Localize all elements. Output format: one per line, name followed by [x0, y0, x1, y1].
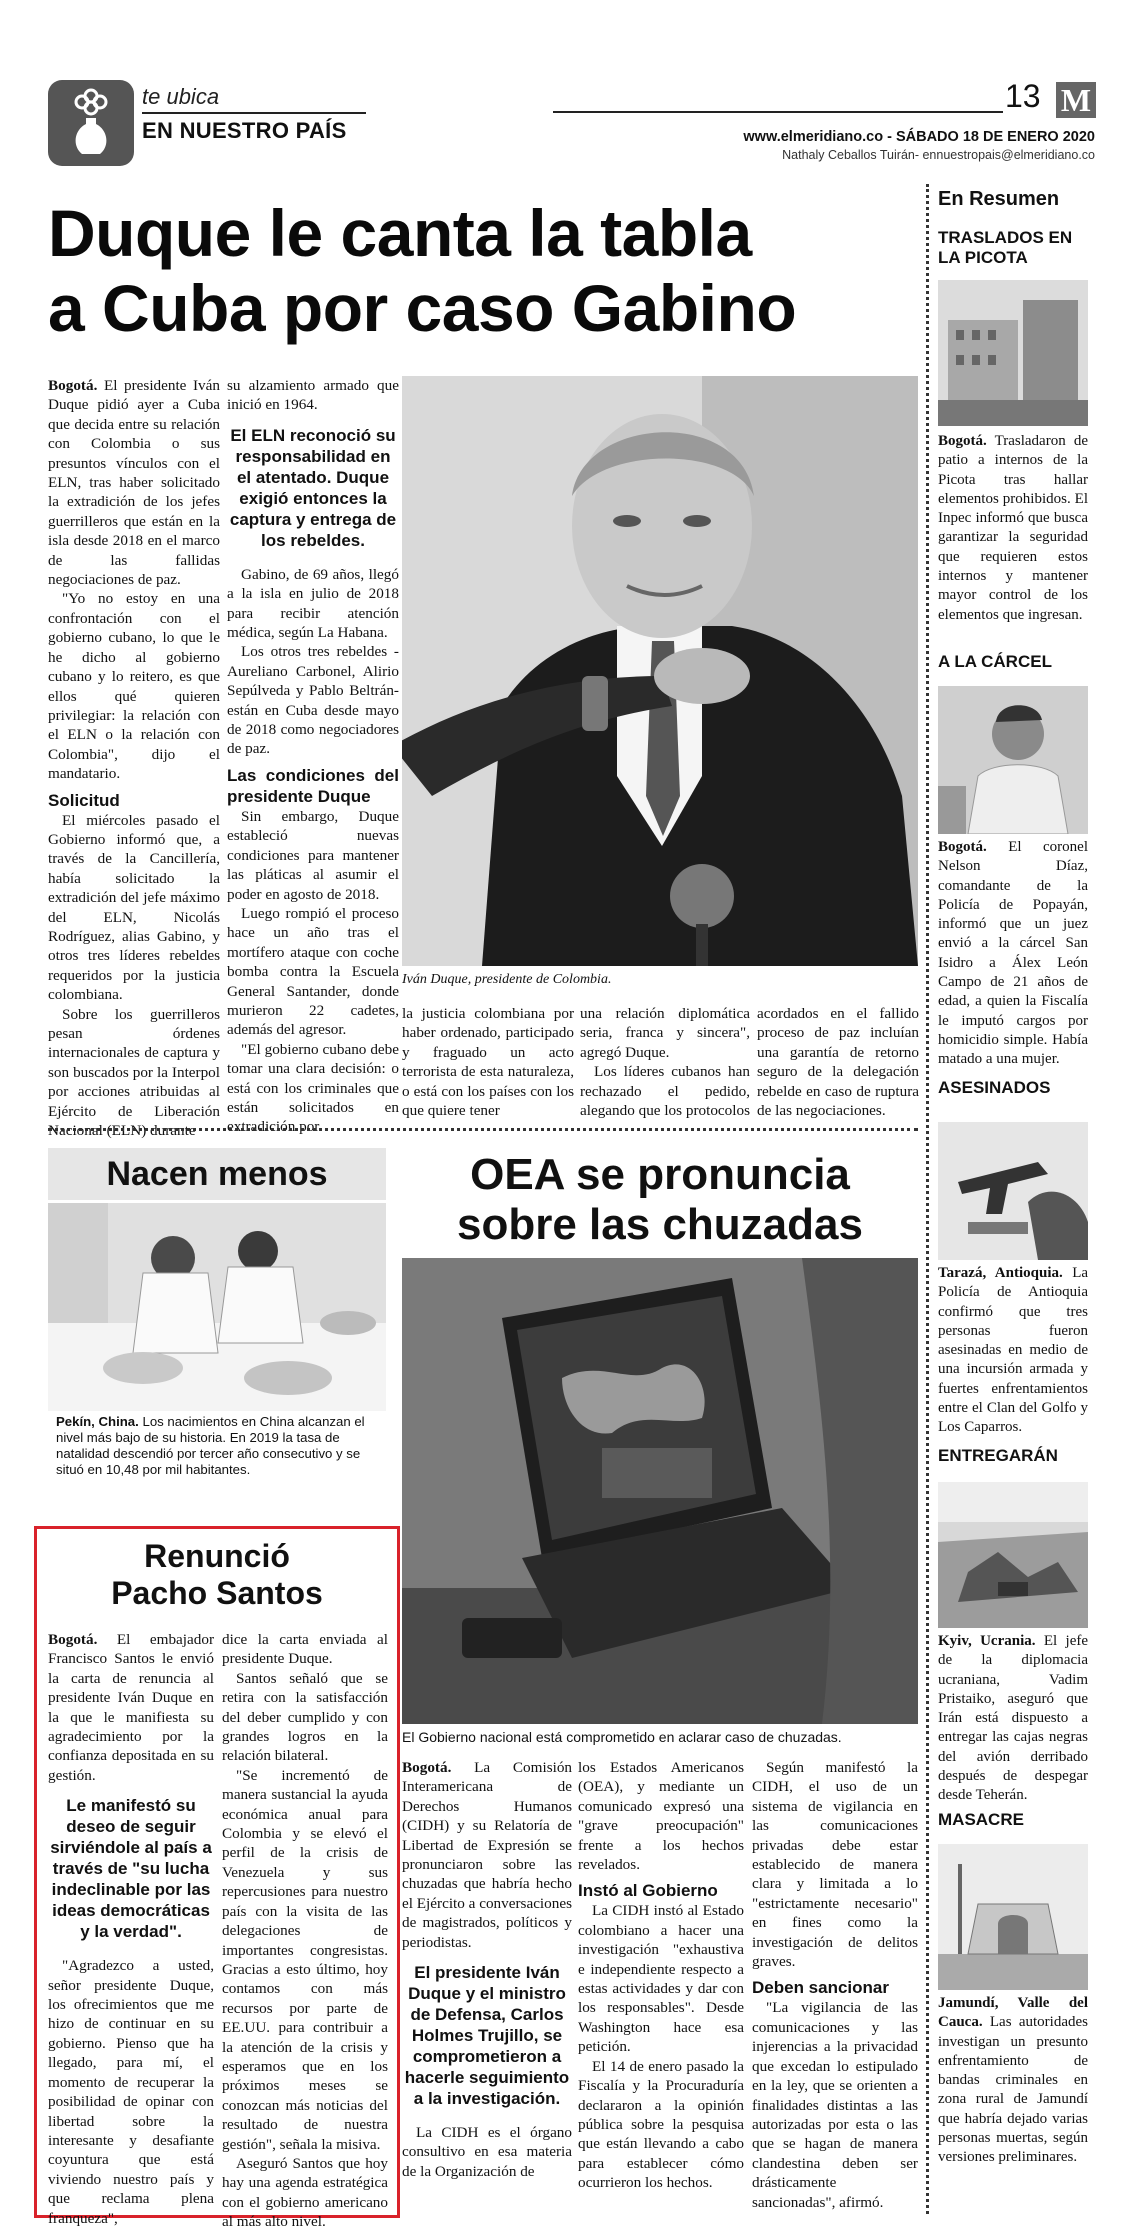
section-kicker: te ubica [142, 84, 220, 109]
duque-portrait-image [402, 376, 918, 966]
main-photo-caption: Iván Duque, presidente de Colombia. [402, 972, 612, 987]
byline-text: Nathaly Ceballos Tuirán- ennuestropais@elmeridiano.co [782, 148, 1095, 162]
oea-column-1 [402, 1758, 572, 2181]
main-paragraph: El presidente Iván Duque pidió ayer a Cuba que decida entre su relación con Colombia o sus presuntos vínculos con el ELN, tras haber solicitado la extradición de los jefes guerrilleros que están en la isla desde 2018 en el marco de las fallidas negociaciones de paz. [48, 377, 220, 589]
oea-headline-line2: sobre las chuzadas [457, 1200, 863, 1249]
section-divider [48, 1128, 918, 1131]
dateline [600, 129, 1095, 145]
sidebar-item-body: Las autoridades investigan un presunto enfrentamiento de bandas criminales en zona rural de Jamundí que habría dejado varias personas muertas, según versiones preliminares. [938, 2014, 1088, 2166]
plane-wreckage-image [938, 1482, 1088, 1628]
santos-headline-line1: Renunció [144, 1538, 290, 1574]
brand-logo [1056, 82, 1096, 118]
sidebar-item-body: La Policía de Antioquia confirmó que tres personas fueron asesinadas en medio de una incursión armada y fuertes enfrentamientos entre el Clan del Golfo y Los Caparros. [938, 1265, 1089, 1436]
vase-icon [48, 80, 134, 166]
main-paragraph: Sin embargo, Duque estableció nuevas condiciones para mantener las pláticas al asumir el poder en agosto de 2018. [227, 807, 399, 903]
main-paragraph: Los líderes cubanos han rechazado el pedido, alegando que los protocolos [580, 1063, 750, 1120]
santos-paragraph: "Se incrementó de manera sustancial la ayuda económica anual para Colombia y se elevó el perfil de la crisis de Venezuela y sus repercusiones para nuestro país con la visita de las delegaciones de importantes congresistas. Gracias a esto último, hoy contamos con más recursos por parte de EE.UU. para contribuir a la atención de la crisis y esperamos que en los próximos meses se conozcan más noticias del resultado de nuestra gestión", señala la misiva. [222, 1766, 388, 2153]
town-plaza-image [938, 1844, 1088, 1990]
oea-photo [402, 1258, 918, 1724]
sidebar-item-body: El coronel Nelson Díaz, comandante de la Policía de Popayán, informó que un juez envió a la cárcel San Isidro a Álex León Campo de 21 años de edad, a quien la Fiscalía le imputó cargos por homicidio simple. Había matado a una mujer. [938, 839, 1088, 1068]
sidebar-divider [926, 184, 929, 2214]
oea-headline [402, 1150, 918, 1250]
page-number: 13 [1005, 78, 1041, 114]
sidebar-photo-entregaran [938, 1482, 1088, 1628]
main-dateline: Bogotá. [48, 377, 98, 394]
brand-letter: M [1060, 82, 1092, 118]
sidebar-item-text [938, 432, 1088, 625]
santos-paragraph: "Agradezco a usted, señor presidente Duque, los ofrecimientos que me hizo de continuar en su gobierno. Pienso que ha llegado, para mí, el momento de recuperar la posibilidad de opinar con libertad sobre la interesante y desafiante coyuntura que está viviendo nuestro país y que reclama plena franqueza", [48, 1957, 214, 2227]
sidebar-item-lead: Jamundí, Valle del Cauca. [938, 1995, 1088, 2031]
santos-column-2 [222, 1630, 388, 2229]
oea-paragraph: La CIDH es el órgano consultivo en esa materia de la Organización de [402, 2124, 572, 2180]
santos-paragraph: Santos señaló que se retira con la satisfacción del deber cumplido y con grandes logros en la relación bilateral. [222, 1669, 388, 1765]
santos-column-1 [48, 1630, 214, 2228]
oea-subhead-insto: Instó al Gobierno [578, 1881, 718, 1901]
section-logo [48, 80, 134, 166]
main-paragraph: Gabino, de 69 años, llegó a la isla en julio de 2018 para recibir atención médica, según La Habana. [227, 565, 399, 642]
sidebar-item-text [938, 838, 1088, 1070]
main-subhead-solicitud: Solicitud [48, 790, 120, 810]
main-paragraph: Los otros tres rebeldes -Aureliano Carbonel, Alirio Sepúlveda y Pablo Beltrán- están en Cuba desde mayo de 2018 como negociadores de paz. [227, 643, 399, 758]
main-headline-line1: Duque le canta la tabla [48, 196, 752, 270]
oea-paragraph: La Comisión Interamericana de Derechos Humanos (CIDH) y su Relatoría de Libertad de Expresión se pronunciaron sobre las chuzadas que habría hecho el Ejército a conversaciones de magistrados, políticos y periodistas. [402, 1759, 573, 1951]
sidebar-item-body: Trasladaron de patio a internos de la Picota tras hallar elementos prohibidos. El Inpec informó que busca garantizar la seguridad que requieren estos internos y mantener mayor control de los elementos que ingresan. [938, 433, 1088, 623]
main-paragraph: una relación diplomática seria, franca y sincera", agregó Duque. [580, 1005, 750, 1061]
sidebar-title: En Resumen [938, 188, 1060, 210]
santos-headline-line2: Pacho Santos [111, 1575, 323, 1611]
sidebar-item-heading: A LA CÁRCEL [938, 652, 1052, 671]
sidebar-item-text [938, 1632, 1088, 1806]
byline [600, 148, 1095, 162]
main-paragraph: "El gobierno cubano debe tomar una clara decisión: o está con los criminales que están solicitados en extradición por [227, 1040, 399, 1136]
oea-headline-line1: OEA se pronuncia [470, 1150, 850, 1199]
sidebar-photo-picota [938, 280, 1088, 426]
oea-column-2 [578, 1758, 744, 2193]
main-paragraph: acordados en el fallido proceso de paz incluían una garantía de retorno seguro de la delegación rebelde en caso de ruptura de las negociaciones. [757, 1005, 919, 1120]
oea-paragraph: los Estados Americanos (OEA), y mediante un comunicado expresó una "grave preocupación" frente a los hechos revelados. [578, 1759, 744, 1874]
sidebar-item-heading: ASESINADOS [938, 1078, 1051, 1097]
main-headline [48, 196, 928, 346]
section-name: EN NUESTRO PAÍS [142, 118, 347, 143]
main-column-1 [48, 376, 220, 1140]
laptop-map-image [402, 1258, 918, 1724]
main-subhead-condiciones: Las condiciones del presidente Duque [227, 765, 399, 806]
oea-column-3 [752, 1758, 918, 2212]
oea-dateline: Bogotá. [402, 1759, 452, 1776]
dateline-text: www.elmeridiano.co - SÁBADO 18 DE ENERO 2020 [743, 129, 1095, 145]
sidebar-item-lead: Tarazá, Antioquia. [938, 1265, 1063, 1281]
oea-pull-quote: El presidente Iván Duque y el ministro de Defensa, Carlos Holmes Trujillo, se comprometieron a hacerle seguimiento a la investigación. [404, 1963, 570, 2109]
santos-pull-quote: Le manifestó su deseo de seguir sirviéndole al país a través de "su lucha indeclinable por las ideas democráticas y la verdad". [50, 1796, 212, 1942]
births-title: Nacen menos [106, 1155, 328, 1193]
births-caption-lead: Pekín, China. [56, 1414, 139, 1429]
births-caption-text: Los nacimientos en China alcanzan el nivel más bajo de su historia. En 2019 la tasa de natalidad descendió por tercer año consecutivo y se situó en 10,48 por mil habitantes. [56, 1414, 365, 1477]
sidebar-item-heading: TRASLADOS EN LA PICOTA [938, 228, 1073, 267]
santos-paragraph: Aseguró Santos que hoy hay una agenda estratégica con el gobierno americano al más alto nivel. [222, 2154, 388, 2229]
main-column-5 [757, 1004, 919, 1120]
main-column-4 [580, 1004, 750, 1120]
sidebar-photo-masacre [938, 1844, 1088, 1990]
santos-paragraph: dice la carta enviada al presidente Duque. [222, 1631, 388, 1668]
sidebar-photo-carcel [938, 686, 1088, 834]
births-caption [56, 1414, 380, 1478]
oea-paragraph: "La vigilancia de las comunicaciones y las injerencias a la privacidad que excedan lo estipulado en la ley, que se orienten a finalidades distintas a las autorizadas por esta o las que se hagan de manera clandestina deben ser drásticamente sancionadas", afirmó. [752, 1999, 918, 2211]
oea-paragraph: La CIDH instó al Estado colombiano a hacer una investigación "exhaustiva e independiente respecto a estas actividades y dar con los responsables". Desde Washington hace esa petición. [578, 1902, 744, 2056]
births-photo [48, 1203, 386, 1411]
section-rule [142, 112, 366, 114]
births-title-band [48, 1148, 386, 1200]
santos-headline [48, 1538, 386, 1612]
main-photo [402, 376, 918, 966]
santos-paragraph: El embajador Francisco Santos le envió la carta de renuncia al presidente Iván Duque en la que le manifiesta su agradecimiento por la confianza depositada en su gestión. [48, 1631, 215, 1784]
sidebar-item-text [938, 1994, 1088, 2168]
firearms-image [938, 1122, 1088, 1260]
main-paragraph: Luego rompió el proceso hace un año tras el mortífero ataque con coche bomba contra la Escuela General Santander, donde murieron 22 cadetes, además del agresor. [227, 904, 399, 1039]
header-rule [553, 111, 1003, 113]
sidebar-item-lead: Kyiv, Ucrania. [938, 1633, 1036, 1649]
oea-photo-caption: El Gobierno nacional está comprometido en aclarar caso de chuzadas. [402, 1729, 842, 1745]
oea-paragraph: Según manifestó la CIDH, el uso de un sistema de vigilancia en las comunicaciones privadas debe estar establecido de manera clara y limitada a lo "estrictamente necesario" en fines como la investigación de delitos graves. [752, 1759, 918, 1971]
main-pull-quote: El ELN reconoció su responsabilidad en el atentado. Duque exigió entonces la captura y entrega de los rebeldes. [229, 425, 397, 550]
sidebar-item-body: El jefe de la diplomacia ucraniana, Vadim Pristaiko, aseguró que Irán está dispuesto a entregar las cajas negras del avión derribado después de despegar desde Teherán. [938, 1633, 1089, 1804]
main-headline-line2: a Cuba por caso Gabino [48, 271, 797, 345]
oea-paragraph: El 14 de enero pasado la Fiscalía y la Procuraduría declararon a la opinión pública sobre la pesquisa que están llevando a cabo para establecer cómo ocurrieron los hechos. [578, 2057, 744, 2192]
sidebar-item-lead: Bogotá. [938, 839, 987, 855]
main-paragraph: su alzamiento armado que inició en 1964. [227, 377, 399, 414]
oea-subhead-sancionar: Deben sancionar [752, 1978, 889, 1998]
main-paragraph: Sobre los guerrilleros pesan órdenes internacionales de captura y son buscados por la Interpol por acciones atribuidas al Ejército de Liberación Nacional (ELN) durante [48, 1005, 220, 1140]
sidebar-item-text [938, 1264, 1088, 1438]
sidebar-item-lead: Bogotá. [938, 433, 987, 449]
newborn-ward-image [48, 1203, 386, 1411]
santos-dateline: Bogotá. [48, 1631, 98, 1648]
main-column-3 [402, 1004, 574, 1120]
main-column-2 [227, 376, 399, 1137]
main-paragraph: la justicia colombiana por haber ordenado, participado y fraguado un acto terrorista de esta naturaleza, o está con los países con los que quiere tener [402, 1005, 574, 1120]
detainee-image [938, 686, 1088, 834]
prison-building-image [938, 280, 1088, 426]
main-paragraph: El miércoles pasado el Gobierno informó que, a través de la Cancillería, había solicitado la extradición del jefe máximo del ELN, Nicolás Rodríguez, alias Gabino, y otros tres líderes rebeldes requeridos por la justicia colombiana. [48, 811, 220, 1004]
main-paragraph: "Yo no estoy en una confrontación con el gobierno cubano, lo que le he dicho al gobierno cubano y lo reitero, es que ellos qué quieren privilegiar: la relación con el ELN o la relación con Colombia", dijo el mandatario. [48, 590, 220, 783]
sidebar-item-heading: ENTREGARÁN [938, 1446, 1058, 1465]
sidebar-item-heading: MASACRE [938, 1810, 1024, 1829]
sidebar-photo-asesinados [938, 1122, 1088, 1260]
